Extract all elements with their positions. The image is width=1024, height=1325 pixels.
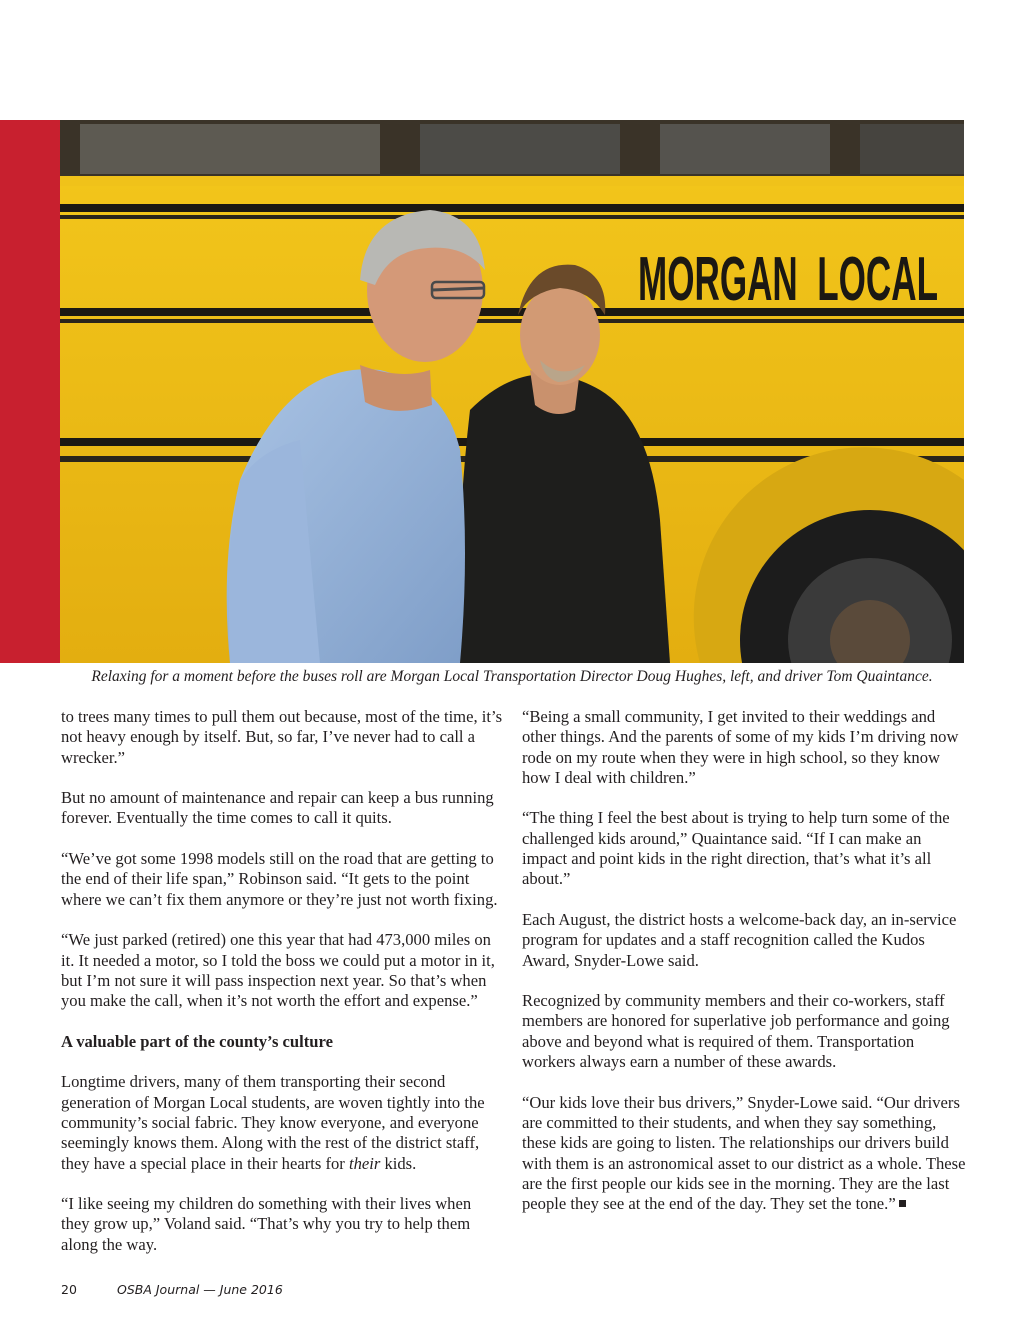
paragraph: Each August, the district hosts a welcome-back day, an in-service program for updates and a staff recognition called the Kudos Award, Snyder-Lowe said.	[522, 909, 957, 970]
bus-lettering: MORGAN LOCAL	[638, 245, 938, 314]
journal-title: OSBA Journal — June 2016	[117, 1282, 283, 1297]
article-column-right	[522, 707, 967, 1214]
end-of-article-mark	[899, 1200, 906, 1207]
paragraph: “I like seeing my children do something with their lives when they grow up,” Voland said. “That’s why you try to help them along the way.	[61, 1194, 472, 1254]
article-column-left	[61, 707, 503, 1255]
paragraph: “The thing I feel the best about is trying to help turn some of the challenged kids around,” Quaintance said. “If I can make an impact and point kids in the right direction, that’s what it’s all about.”	[522, 808, 950, 889]
paragraph-text: “Our kids love their bus drivers,” Snyder-Lowe said. “Our drivers are committed to their students, and when they say something, these kids are going to listen. The relationships our drivers build with them is an astronomical asset to our district as a whole. These are the first people our kids see in the morning. They are the last people they see at the end of the day. They set the tone.”	[522, 1092, 966, 1214]
paragraph: “We just parked (retired) one this year that had 473,000 miles on it. It needed a motor, so I told the boss we could put a motor in it, but I’m not sure it will pass inspection next year. So that’s when you make the call, when it’s not worth the effort and expense.”	[61, 930, 495, 1011]
page-number: 20	[61, 1282, 77, 1297]
section-subhead: A valuable part of the county’s culture	[61, 1031, 333, 1051]
paragraph: “Being a small community, I get invited to their weddings and other things. And the parents of some of my kids I’m driving now rode on my route when they were in high school, so they know how I deal with children.”	[522, 707, 959, 787]
paragraph	[522, 1093, 967, 1215]
paragraph: to trees many times to pull them out because, most of the time, it’s not heavy enough by itself. But, so far, I’ve never had to call a wrecker.”	[61, 707, 503, 767]
paragraph-text: Longtime drivers, many of them transporting their second generation of Morgan Local students, are woven tightly into the community’s social fabric. They know everyone, and everyone seemingly knows them. Along with the rest of the district staff, they have a special place in their hearts for	[61, 1072, 485, 1173]
paragraph: But no amount of maintenance and repair can keep a bus running forever. Eventually the time comes to call it quits.	[61, 788, 494, 828]
photo-caption: Relaxing for a moment before the buses roll are Morgan Local Transportation Director Doug Hughes, left, and driver Tom Quaintance.	[91, 668, 933, 685]
emphasis-text: their	[348, 1153, 381, 1173]
paragraph: Recognized by community members and their co-workers, staff members are honored for superlative job performance and going above and beyond what is required of them. Transportation workers always earn a number of these awards.	[522, 991, 950, 1072]
page-footer	[61, 1282, 283, 1297]
accent-red-bar	[0, 120, 60, 663]
paragraph: “We’ve got some 1998 models still on the road that are getting to the end of their life span,” Robinson said. “It gets to the point where we can’t fix them anymore or they’re just not worth fixing.	[61, 849, 498, 909]
paragraph-tail: kids.	[380, 1153, 417, 1173]
bus-photo	[60, 120, 964, 663]
paragraph	[61, 1072, 503, 1173]
